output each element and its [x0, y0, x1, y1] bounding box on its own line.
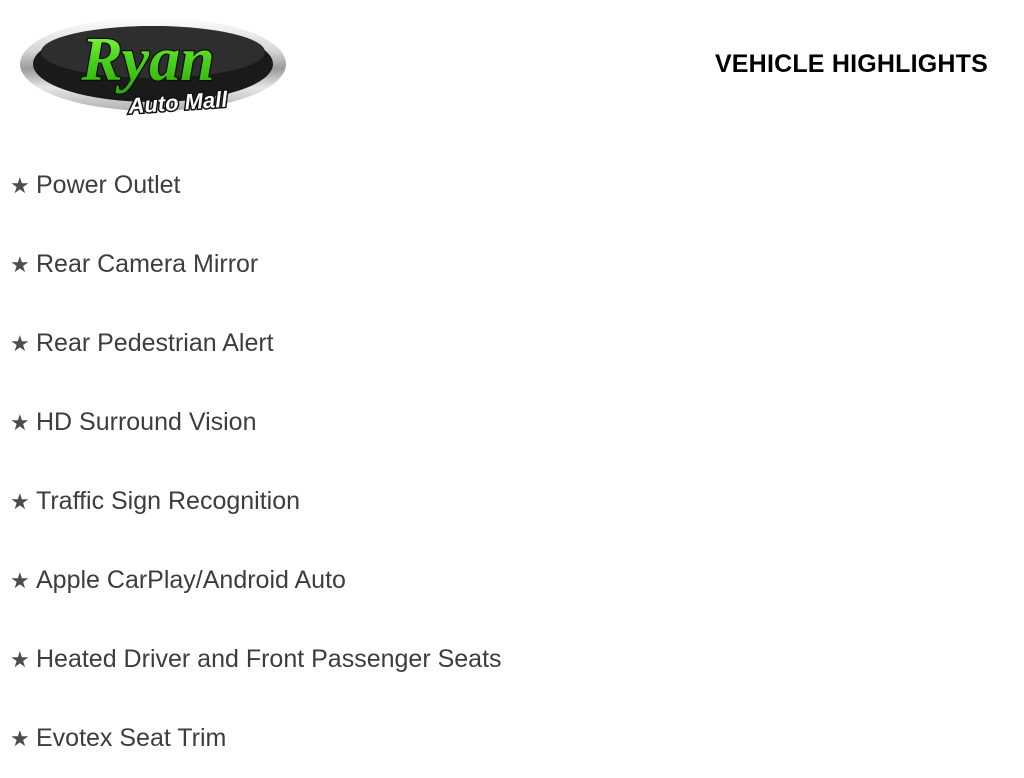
star-icon: ★: [10, 409, 30, 435]
star-icon: ★: [10, 330, 30, 356]
svg-text:Ryan: Ryan: [81, 26, 215, 94]
star-icon: ★: [10, 646, 30, 672]
list-item: [0, 383, 1024, 462]
feature-label: Traffic Sign Recognition: [36, 487, 301, 515]
star-icon: ★: [10, 567, 30, 593]
feature-label: HD Surround Vision: [36, 408, 257, 436]
list-item: [0, 620, 1024, 699]
list-item: [0, 462, 1024, 541]
feature-label: Rear Camera Mirror: [36, 250, 259, 278]
feature-label: Heated Driver and Front Passenger Seats: [36, 645, 502, 673]
feature-label: Rear Pedestrian Alert: [36, 329, 274, 357]
list-item: [0, 225, 1024, 304]
ryan-auto-mall-logo: [18, 8, 288, 120]
svg-text:Auto Mall: Auto Mall: [127, 86, 229, 119]
list-item: [0, 146, 1024, 225]
list-item: [0, 304, 1024, 383]
feature-label: Apple CarPlay/Android Auto: [36, 566, 346, 594]
feature-label: Evotex Seat Trim: [36, 724, 227, 752]
list-item: [0, 699, 1024, 778]
vehicle-highlights-list: [0, 146, 1024, 778]
page-title: VEHICLE HIGHLIGHTS: [714, 50, 988, 78]
list-item: [0, 541, 1024, 620]
star-icon: ★: [10, 172, 30, 198]
page-header: [0, 0, 1024, 130]
star-icon: ★: [10, 488, 30, 514]
feature-label: Power Outlet: [36, 171, 181, 199]
star-icon: ★: [10, 725, 30, 751]
star-icon: ★: [10, 251, 30, 277]
